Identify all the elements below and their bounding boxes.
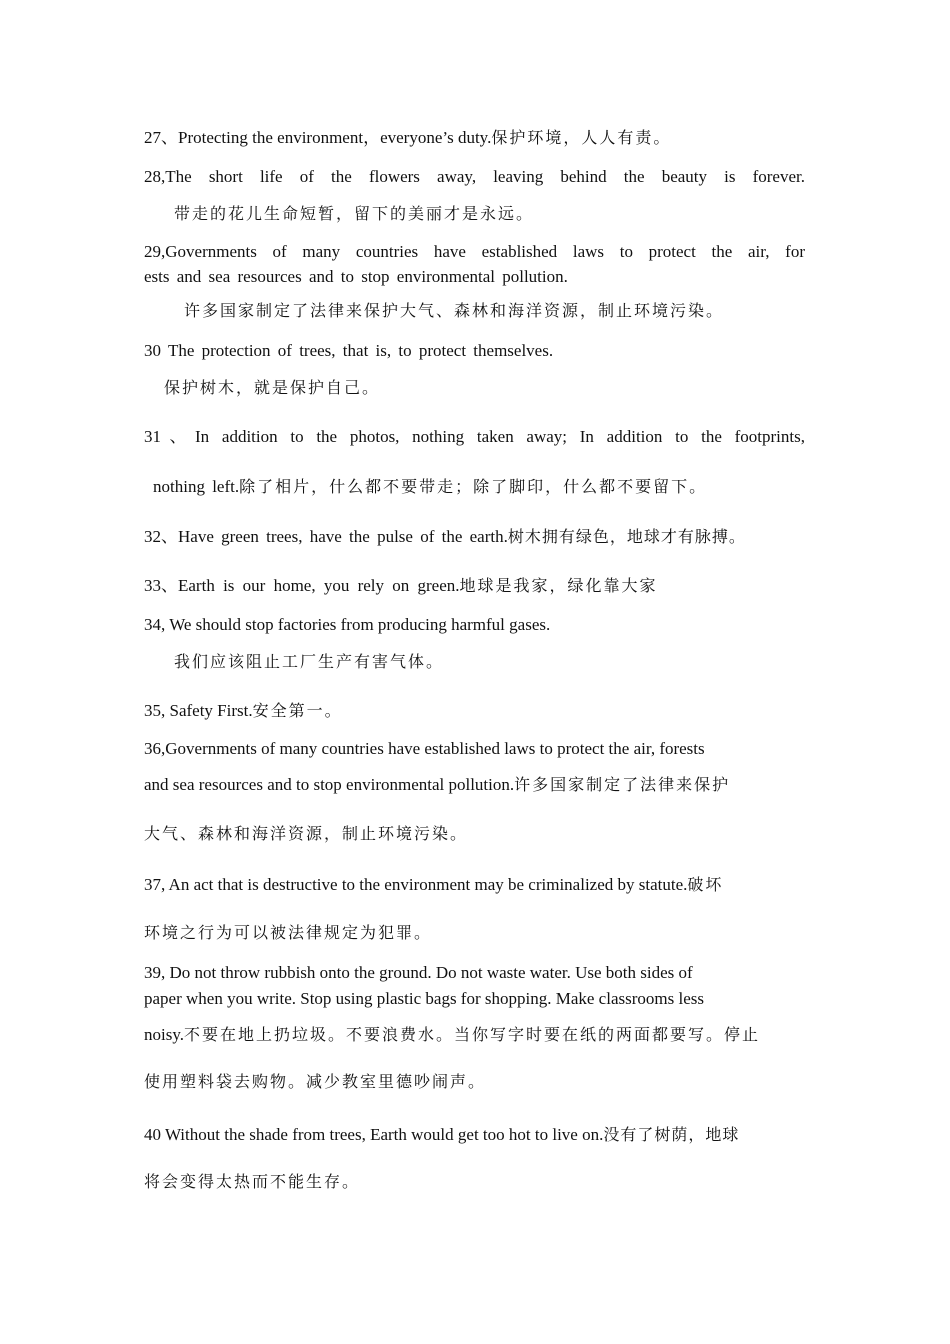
item-29-english-line2: ests and sea resources and to stop environmental pollution.: [144, 267, 568, 286]
item-30-chinese: 保护树木，就是保护自己。: [164, 378, 381, 397]
item-35-chinese: 安全第一。: [252, 701, 343, 720]
item-36-line2: [144, 774, 730, 796]
item-37-chinese-line1: 破坏: [687, 875, 724, 894]
item-33-chinese: 地球是我家，绿化靠大家: [459, 576, 658, 595]
item-31-english-line2: nothing left.: [153, 477, 240, 496]
item-39-chinese-line4: 使用塑料袋去购物。减少教室里德吵闹声。: [144, 1072, 487, 1091]
item-34-chinese: 我们应该阻止工厂生产有害气体。: [174, 652, 445, 671]
item-31-english-line1: 31、In addition to the photos, nothing taken away; In addition to the footprints,: [144, 427, 805, 446]
item-29-english-line1: 29,Governments of many countries have established laws to protect the air, for: [144, 242, 805, 261]
item-29-chinese: 许多国家制定了法律来保护大气、森林和海洋资源，制止环境污染。: [184, 301, 725, 320]
item-36-chinese-line2: 许多国家制定了法律来保护: [514, 775, 731, 794]
item-39-english-line2: paper when you write. Stop using plastic bags for shopping. Make classrooms less: [144, 989, 704, 1008]
item-39-english-line1: 39, Do not throw rubbish onto the ground. Do not waste water. Use both sides of: [144, 963, 693, 982]
item-39-chinese-line3: 不要在地上扔垃圾。不要浪费水。当你写字时要在纸的两面都要写。停止: [184, 1025, 761, 1044]
item-40-chinese-line1: 没有了树荫，地球: [603, 1125, 740, 1144]
item-40-chinese-line2: 将会变得太热而不能生存。: [144, 1172, 361, 1191]
item-39-line3: [144, 1024, 760, 1046]
item-31-chinese: 除了相片，什么都不要带走；除了脚印，什么都不要留下。: [239, 477, 708, 496]
item-28-chinese: 带走的花儿生命短暂，留下的美丽才是永远。: [174, 204, 535, 223]
item-31-line2: [153, 476, 707, 498]
item-39-english-line3: noisy.: [144, 1025, 184, 1044]
item-33-english: 33、Earth is our home, you rely on green.: [144, 576, 460, 595]
item-27-english: 27、Protecting the environment，everyone’s duty.: [144, 128, 492, 147]
item-32-chinese: 树木拥有绿色，地球才有脉搏。: [507, 527, 746, 546]
item-27: [144, 127, 671, 149]
item-28-english: 28,The short life of the flowers away, leaving behind the beauty is forever.: [144, 167, 805, 186]
item-33: [144, 575, 658, 597]
item-40-line1: [144, 1124, 739, 1146]
item-30-english: 30 The protection of trees, that is, to protect themselves.: [144, 341, 554, 360]
item-40-english: 40 Without the shade from trees, Earth would get too hot to live on.: [144, 1125, 604, 1144]
item-32-english: 32、Have green trees, have the pulse of the earth.: [144, 527, 508, 546]
item-35: [144, 700, 343, 722]
item-37-line1: [144, 874, 723, 896]
item-36-english-line1: 36,Governments of many countries have established laws to protect the air, forests: [144, 739, 705, 758]
item-37-chinese-line2: 环境之行为可以被法律规定为犯罪。: [144, 923, 433, 942]
item-34-english: 34, We should stop factories from producing harmful gases.: [144, 615, 551, 634]
item-35-english: 35, Safety First.: [144, 701, 253, 720]
item-37-english: 37, An act that is destructive to the environment may be criminalized by statute.: [144, 875, 688, 894]
item-36-chinese-line3: 大气、森林和海洋资源，制止环境污染。: [144, 824, 469, 843]
item-27-chinese: 保护环境，人人有责。: [491, 128, 672, 147]
item-32: [144, 526, 746, 548]
item-36-english-line2: and sea resources and to stop environmental pollution.: [144, 775, 515, 794]
